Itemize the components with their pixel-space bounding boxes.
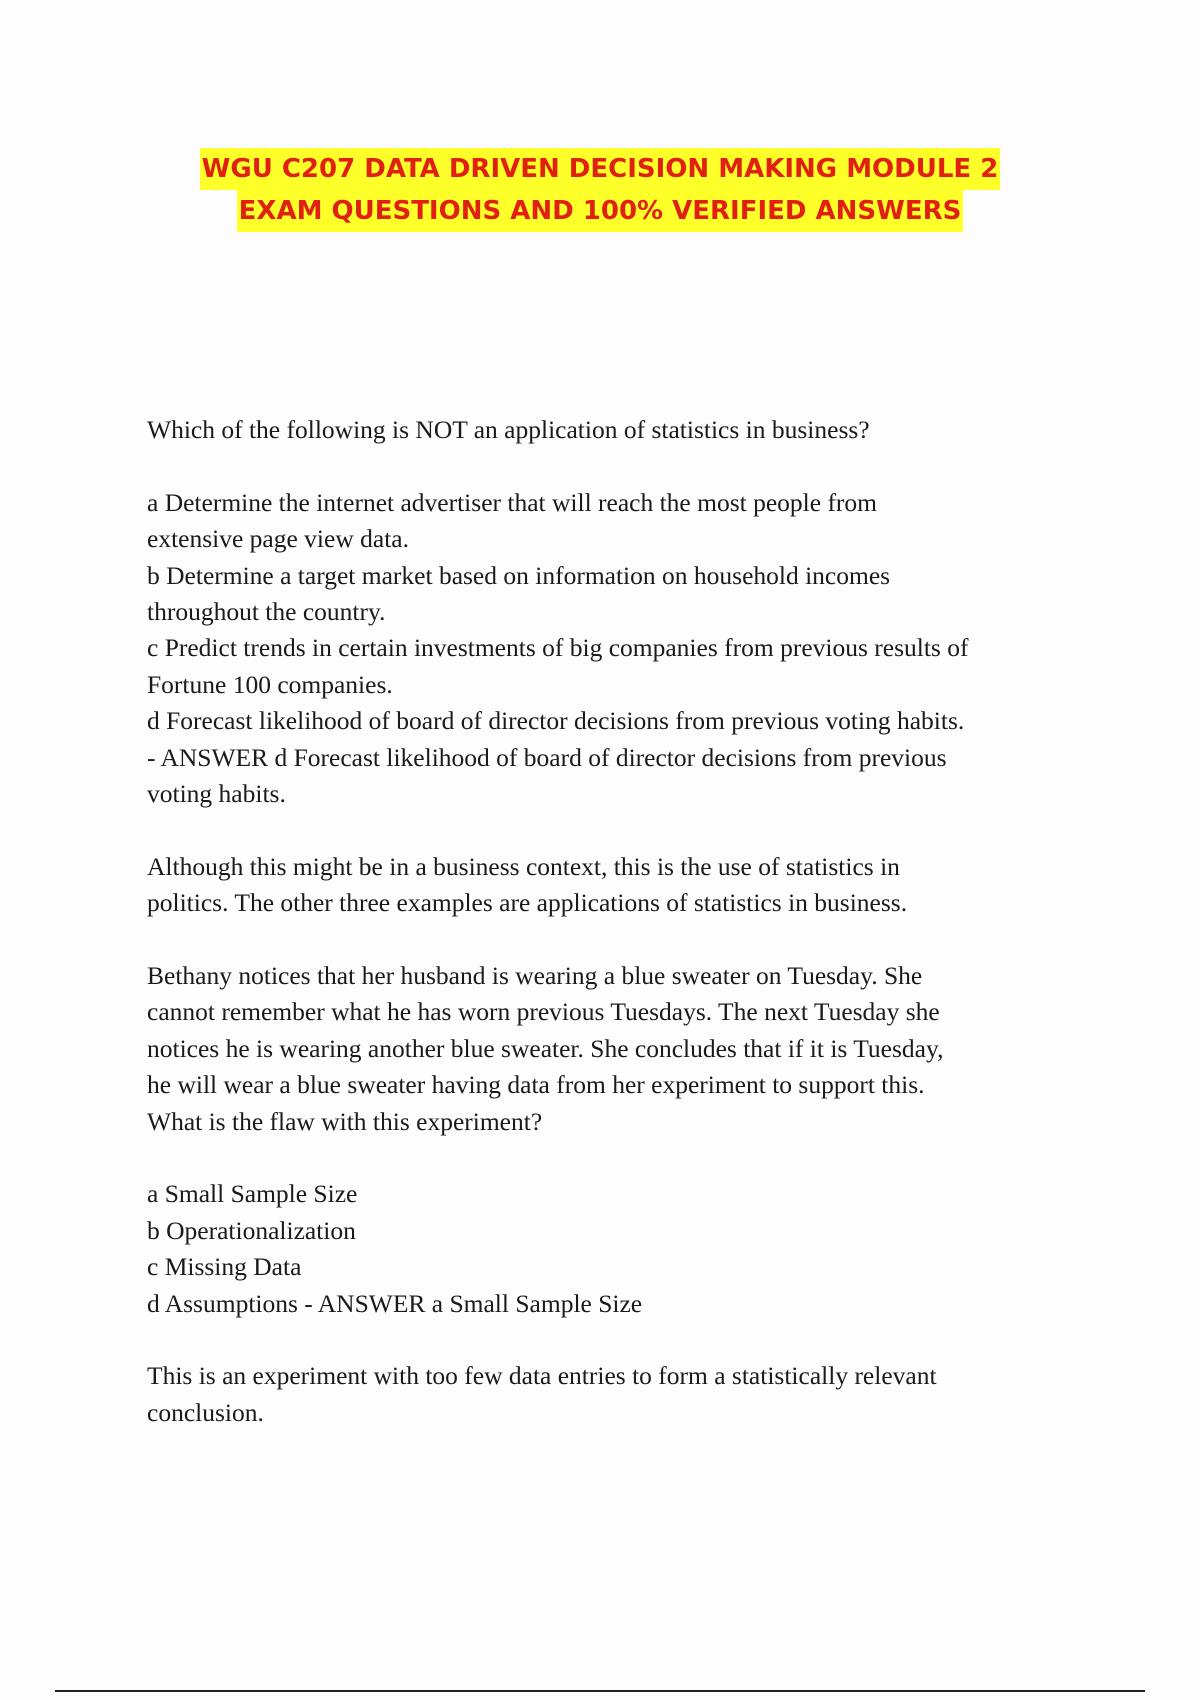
- answer-line: d Assumptions - ANSWER a Small Sample Size: [147, 1288, 643, 1318]
- answer-line: - ANSWER d Forecast likelihood of board of director decisions from previous: [147, 742, 947, 772]
- option-line: throughout the country.: [147, 597, 386, 627]
- explanation-line: conclusion.: [147, 1397, 264, 1427]
- question-line: notices he is wearing another blue sweater. She concludes that if it is Tuesday,: [147, 1033, 944, 1063]
- explanation-line: politics. The other three examples are applications of statistics in business.: [147, 888, 908, 918]
- question-1-options: [147, 485, 1077, 813]
- option-line: a Small Sample Size: [147, 1179, 358, 1209]
- option-line: c Missing Data: [147, 1252, 302, 1282]
- explanation-line: This is an experiment with too few data entries to form a statistically relevant: [147, 1361, 937, 1391]
- option-line: a Determine the internet advertiser that will reach the most people from: [147, 487, 878, 517]
- question-2: [147, 958, 1077, 1140]
- title-line-2: EXAM QUESTIONS AND 100% VERIFIED ANSWERS: [237, 190, 964, 232]
- question-line: What is the flaw with this experiment?: [147, 1106, 543, 1136]
- question-line: he will wear a blue sweater having data from her experiment to support this.: [147, 1070, 925, 1100]
- question-2-explanation: [147, 1358, 1077, 1431]
- option-line: d Forecast likelihood of board of director decisions from previous voting habits.: [147, 706, 965, 736]
- option-line: b Determine a target market based on information on household incomes: [147, 560, 891, 590]
- title-line-1: WGU C207 DATA DRIVEN DECISION MAKING MODULE 2: [200, 148, 1001, 190]
- question-2-options: [147, 1176, 1077, 1322]
- page-bottom-rule: [55, 1690, 1145, 1692]
- question-line: cannot remember what he has worn previous Tuesdays. The next Tuesday she: [147, 997, 940, 1027]
- option-line: extensive page view data.: [147, 524, 409, 554]
- answer-line: voting habits.: [147, 779, 286, 809]
- question-line: Bethany notices that her husband is wearing a blue sweater on Tuesday. She: [147, 961, 923, 991]
- option-line: c Predict trends in certain investments of big companies from previous results of: [147, 633, 969, 663]
- option-line: b Operationalization: [147, 1215, 356, 1245]
- explanation-line: Although this might be in a business context, this is the use of statistics in: [147, 851, 900, 881]
- question-1: Which of the following is NOT an application of statistics in business?: [147, 415, 870, 444]
- document-body: [147, 412, 1077, 1468]
- option-line: Fortune 100 companies.: [147, 669, 393, 699]
- document-title: [0, 148, 1200, 232]
- question-1-explanation: [147, 849, 1077, 922]
